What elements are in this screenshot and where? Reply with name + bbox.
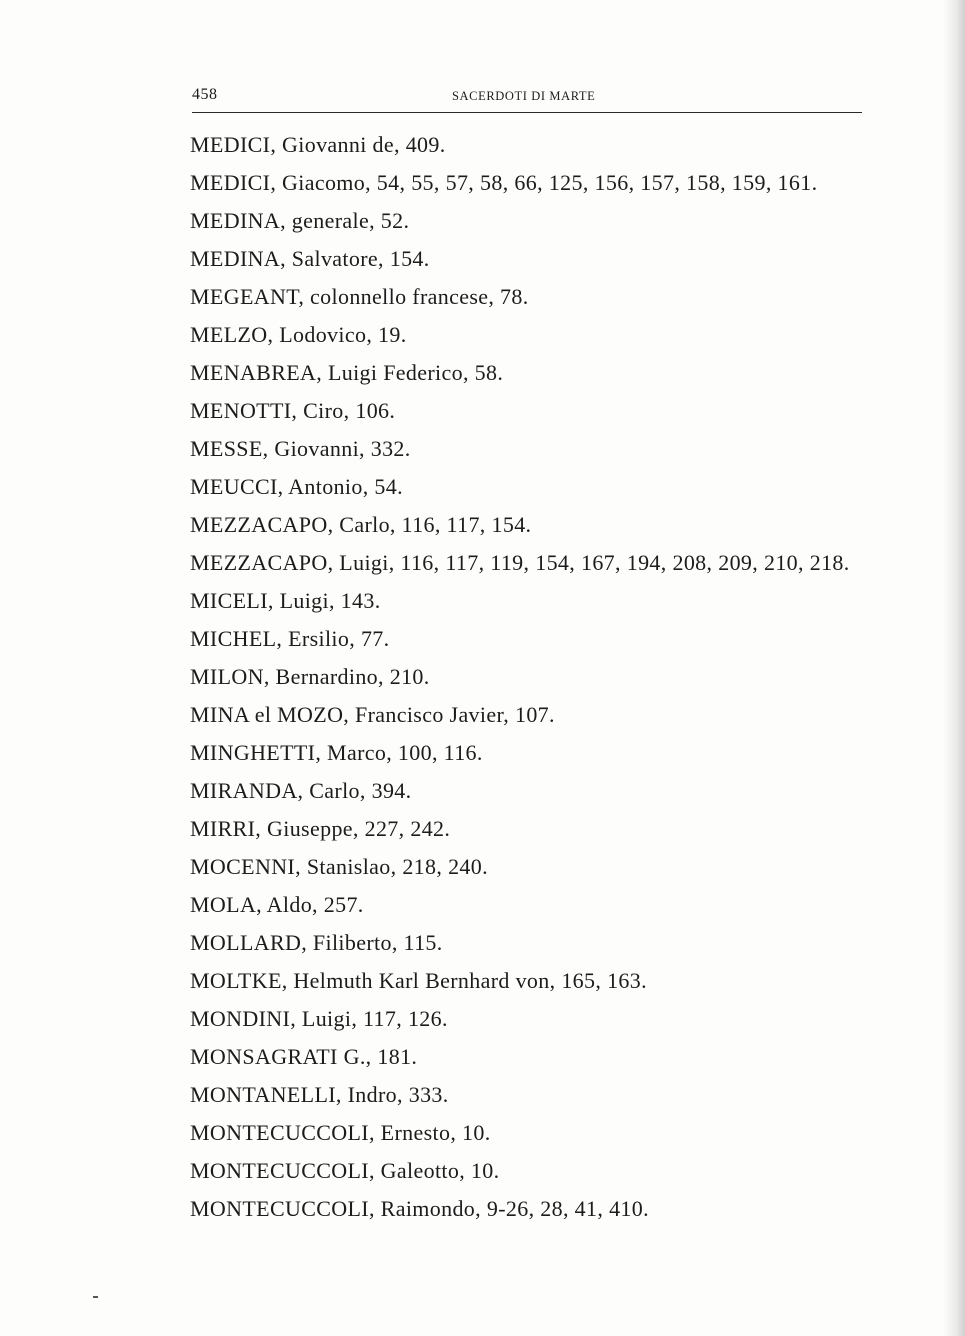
index-entry: MONTANELLI, Indro, 333.: [190, 1082, 449, 1107]
index-entry: MEZZACAPO, Luigi, 116, 117, 119, 154, 167, 194, 208, 209, 210, 218.: [190, 550, 850, 575]
index-entry: MENABREA, Luigi Federico, 58.: [190, 360, 504, 385]
index-entry: MOLA, Aldo, 257.: [190, 892, 364, 917]
index-entry: MICHEL, Ersilio, 77.: [190, 626, 390, 651]
index-entry: MONSAGRATI G., 181.: [190, 1044, 418, 1069]
index-entry: MICELI, Luigi, 143.: [190, 588, 381, 613]
index-entry: MESSE, Giovanni, 332.: [190, 436, 411, 461]
index-entry: MOCENNI, Stanislao, 218, 240.: [190, 854, 488, 879]
index-entry: MEDINA, generale, 52.: [190, 208, 410, 233]
index-entry: MILON, Bernardino, 210.: [190, 664, 430, 689]
index-entry: MENOTTI, Ciro, 106.: [190, 398, 396, 423]
running-header: [192, 86, 862, 113]
index-entry: MONDINI, Luigi, 117, 126.: [190, 1006, 448, 1031]
running-title: SACERDOTI DI MARTE: [452, 89, 596, 103]
index-entry: MEZZACAPO, Carlo, 116, 117, 154.: [190, 512, 532, 537]
index-entry: MOLTKE, Helmuth Karl Bernhard von, 165, 163.: [190, 968, 647, 993]
index-entry: MINGHETTI, Marco, 100, 116.: [190, 740, 483, 765]
index-entry: MEGEANT, colonnello francese, 78.: [190, 284, 529, 309]
index-entry: MONTECUCCOLI, Galeotto, 10.: [190, 1158, 500, 1183]
index-entry: MEUCCI, Antonio, 54.: [190, 474, 403, 499]
page-edge-shadow: [943, 0, 965, 1336]
index-entry: MINA el MOZO, Francisco Javier, 107.: [190, 702, 555, 727]
index-entry: MONTECUCCOLI, Ernesto, 10.: [190, 1120, 491, 1145]
index-entry: MEDICI, Giovanni de, 409.: [190, 132, 446, 157]
index-entry: MIRANDA, Carlo, 394.: [190, 778, 412, 803]
page-number: 458: [192, 86, 218, 103]
index-entry: MEDINA, Salvatore, 154.: [190, 246, 430, 271]
index-entry: MELZO, Lodovico, 19.: [190, 322, 407, 347]
index-entry: MIRRI, Giuseppe, 227, 242.: [190, 816, 451, 841]
index-entries: [190, 126, 870, 1228]
index-entry: MOLLARD, Filiberto, 115.: [190, 930, 443, 955]
index-entry: MEDICI, Giacomo, 54, 55, 57, 58, 66, 125, 156, 157, 158, 159, 161.: [190, 170, 818, 195]
scan-speck: [93, 1296, 98, 1298]
index-entry: MONTECUCCOLI, Raimondo, 9-26, 28, 41, 410.: [190, 1196, 649, 1221]
